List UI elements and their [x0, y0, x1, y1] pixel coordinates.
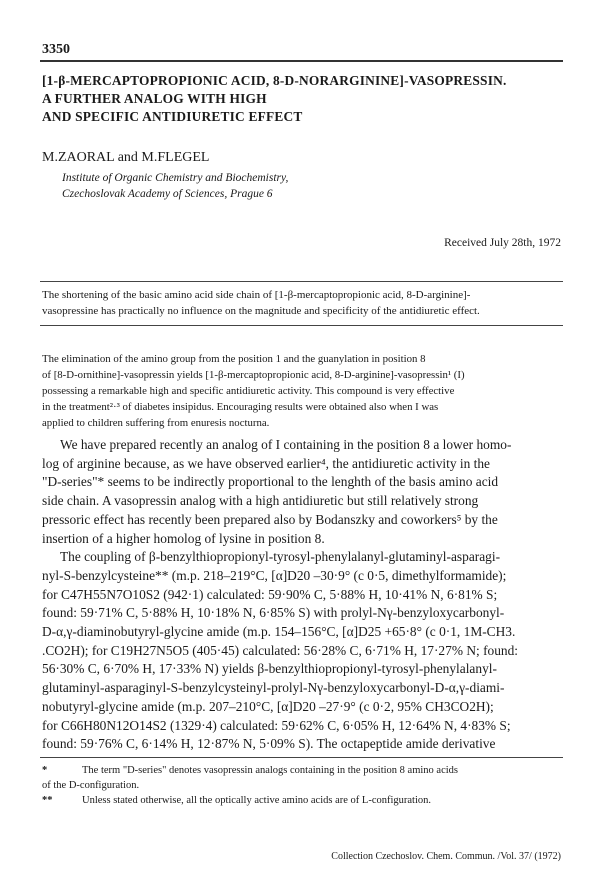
body-line: "D-series"* seems to be indirectly proportional to the lenghth of the basis amino acid [42, 474, 499, 490]
abstract-line: The shortening of the basic amino acid side chain of [1-β-mercaptopropionic acid, 8-D-arginine]- [42, 289, 471, 301]
summary-line: applied to children suffering from enuresis nocturna. [42, 417, 270, 429]
body-line: D-α,γ-diaminobutyryl-glycine amide (m.p. 154–156°C, [α]D25 +65·8° (c 0·1, 1M-CH3. [42, 624, 516, 640]
page-number: 3350 [42, 42, 70, 57]
footnote-mark: * [42, 765, 48, 776]
body-line: found: 59·76% C, 6·14% H, 12·87% N, 5·09% S). The octapeptide amide derivative [42, 736, 496, 752]
footnote-continuation: of the D-configuration. [42, 780, 140, 791]
article-title [42, 72, 562, 126]
footnote-rule [40, 757, 563, 758]
journal-citation: Collection Czechoslov. Chem. Commun. /Vol. 37/ (1972) [331, 851, 561, 862]
summary-line: possessing a remarkable high and specific antidiuretic activity. This compound is very effective [42, 385, 455, 397]
body-line: found: 59·71% C, 5·88% H, 10·18% N, 6·85% S) with prolyl-Nγ-benzyloxycarbonyl- [42, 605, 505, 621]
body-line: for C66H80N12O14S2 (1329·4) calculated: 59·62% C, 6·05% H, 12·64% N, 4·83% S; [42, 717, 511, 733]
abstract-top-rule [40, 281, 563, 282]
summary-line: of [8-D-ornithine]-vasopressin yields [1-β-mercaptopropionic acid, 8-D-arginine]-vasopressin¹ (I) [42, 369, 465, 381]
footnote-mark: ** [42, 795, 53, 806]
abstract-line: vasopressine has practically no influence on the magnitude and specificity of the antidiuretic effect. [42, 305, 480, 317]
footnote [42, 763, 561, 778]
body-line: pressoric effect has recently been prepared also by Bodanszky and coworkers⁵ by the [42, 511, 498, 527]
affiliation [62, 170, 288, 202]
body-line: nyl-S-benzylcysteine** (m.p. 218–219°C, [α]D20 –30·9° (c 0·5, dimethylformamide); [42, 567, 507, 583]
header-rule [40, 60, 563, 62]
abstract-bottom-rule [40, 325, 563, 326]
footnote-text: The term "D-series" denotes vasopressin analogs containing in the position 8 amino acids [82, 765, 458, 776]
title-line: A FURTHER ANALOG WITH HIGH [42, 91, 267, 106]
footnotes [42, 763, 561, 808]
body-line: The coupling of β-benzylthiopropionyl-tyrosyl-phenylalanyl-glutaminyl-asparagi- [60, 549, 501, 565]
abstract [42, 287, 561, 319]
summary-line: in the treatment²·³ of diabetes insipidus. Encouraging results were obtained also when I was [42, 401, 439, 413]
summary-line: The elimination of the amino group from the position 1 and the guanylation in position 8 [42, 353, 426, 365]
footnote [42, 793, 561, 808]
body-line: nobutyryl-glycine amide (m.p. 207–210°C, [α]D20 –27·9° (c 0·2, 95% CH3CO2H); [42, 698, 494, 714]
authors: M.ZAORAL and M.FLEGEL [42, 150, 210, 165]
body-line: insertion of a higher homolog of lysine in position 8. [42, 530, 325, 546]
body-line: We have prepared recently an analog of I containing in the position 8 a lower homo- [60, 437, 512, 452]
body-line: for C47H55N7O10S2 (942·1) calculated: 59·90% C, 5·88% H, 10·41% N, 6·81% S; [42, 586, 498, 602]
footnote-text: Unless stated otherwise, all the optically active amino acids are of L-configuration. [82, 795, 432, 806]
affiliation-line: Institute of Organic Chemistry and Biochemistry, [62, 172, 289, 184]
received-date: Received July 28th, 1972 [444, 237, 561, 249]
title-line: [1-β-MERCAPTOPROPIONIC ACID, 8-D-NORARGININE]-VASOPRESSIN. [42, 73, 507, 88]
body-line: .CO2H); for C19H27N5O5 (405·45) calculated: 56·28% C, 6·71% H, 17·27% N; found: [42, 642, 519, 658]
body-line: side chain. A vasopressin analog with a high antidiuretic but still relatively strong [42, 493, 479, 509]
body-line: log of arginine because, as we have observed earlier⁴, the antidiuretic activity in the [42, 455, 490, 471]
title-line: AND SPECIFIC ANTIDIURETIC EFFECT [42, 109, 303, 124]
body-text [42, 436, 561, 754]
body-line: glutaminyl-asparaginyl-S-benzylcysteinyl-prolyl-Nγ-benzyloxycarbonyl-D-α,γ-diami- [42, 680, 505, 696]
affiliation-line: Czechoslovak Academy of Sciences, Prague 6 [62, 188, 273, 200]
summary-paragraph [42, 351, 561, 431]
body-line: 56·30% C, 6·70% H, 17·33% N) yields β-benzylthiopropionyl-tyrosyl-phenylalanyl- [42, 661, 497, 677]
